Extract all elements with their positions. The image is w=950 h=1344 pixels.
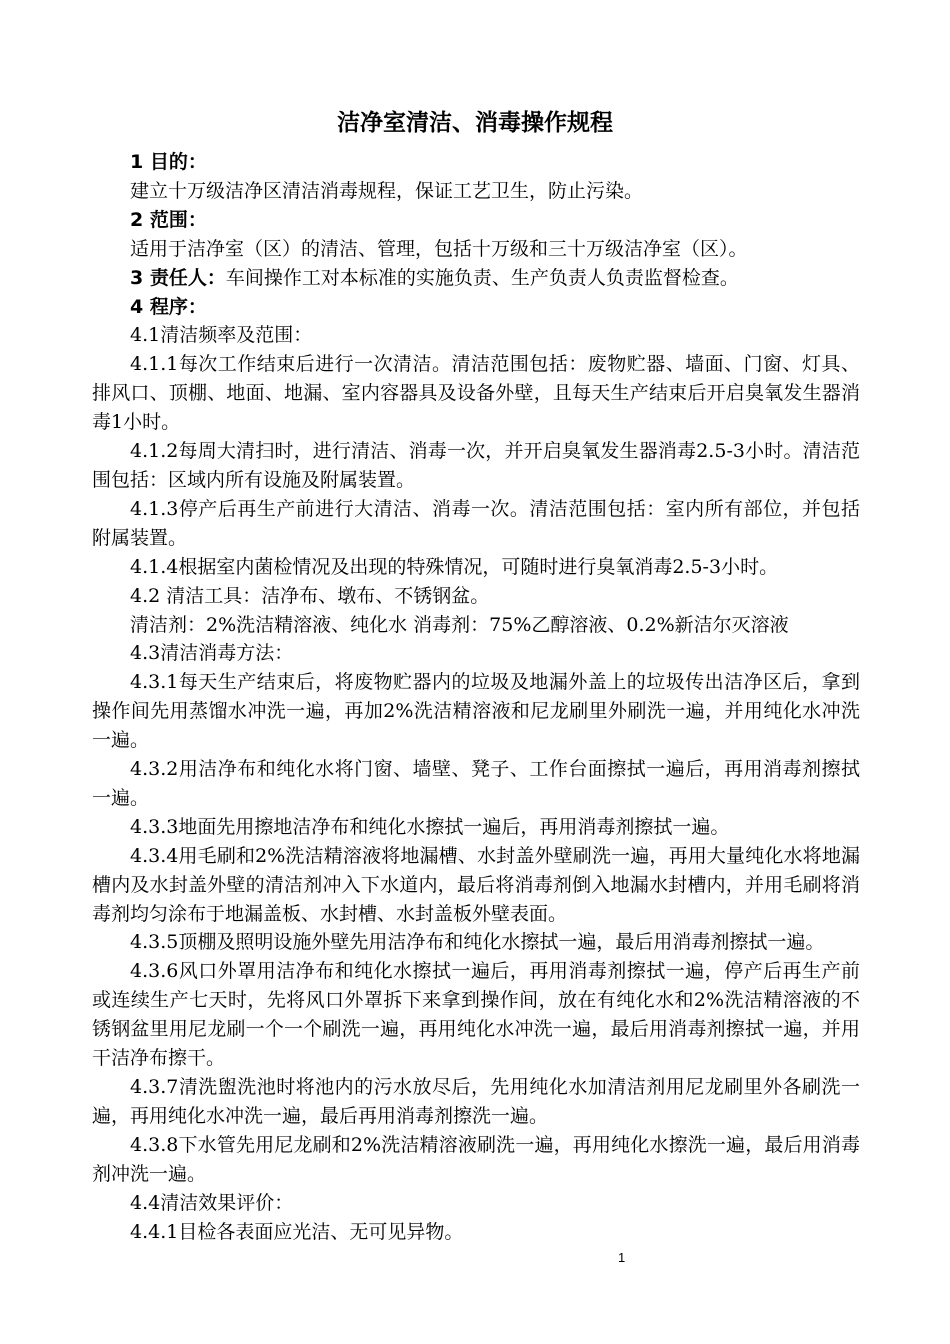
clause-4-1-3: 4.1.3停产后再生产前进行大清洁、消毒一次。清洁范围包括：室内所有部位，并包括附属装置。 — [92, 497, 860, 549]
clause-4-4-1: 4.4.1目检各表面应光洁、无可见异物。 — [130, 1220, 464, 1243]
section-heading-responsibility: 3 责任人： — [130, 266, 226, 289]
clause-4-3-1: 4.3.1每天生产结束后，将废物贮器内的垃圾及地漏外盖上的垃圾传出洁净区后，拿到操作间先用蒸馏水冲洗一遍，再加2%洗洁精溶液和尼龙刷里外刷洗一遍，并用纯化水冲洗一遍。 — [92, 671, 860, 752]
clause-4-1-4: 4.1.4根据室内菌检情况及出现的特殊情况，可随时进行臭氧消毒2.5-3小时。 — [130, 555, 779, 578]
document-title: 洁净室清洁、消毒操作规程 — [337, 110, 613, 136]
page-number: 1 — [618, 1250, 626, 1265]
clause-4-1: 4.1清洁频率及范围： — [130, 324, 313, 347]
responsibility-text: 车间操作工对本标准的实施负责、生产负责人负责监督检查。 — [225, 266, 739, 289]
clause-4-3: 4.3清洁消毒方法： — [130, 642, 294, 665]
clause-4-3-4: 4.3.4用毛刷和2%洗洁精溶液将地漏槽、水封盖外壁刷洗一遍，再用大量纯化水将地漏槽内及水封盖外壁的清洁剂冲入下水道内，最后将消毒剂倒入地漏水封槽内，并用毛刷将消毒剂均匀涂布于地漏盖板、水封槽、水封盖板外壁表面。 — [92, 844, 860, 925]
clause-4-2: 4.2 清洁工具：洁净布、墩布、不锈钢盆。 — [130, 584, 490, 607]
clause-4-2-agents: 清洁剂：2%洗洁精溶液、纯化水 消毒剂：75%乙醇溶液、0.2%新洁尔灭溶液 — [130, 613, 789, 636]
clause-4-3-7: 4.3.7清洗盥洗池时将池内的污水放尽后，先用纯化水加清洁剂用尼龙刷里外各刷洗一遍，再用纯化水冲洗一遍，最后再用消毒剂擦洗一遍。 — [92, 1076, 860, 1127]
clause-4-1-1: 4.1.1每次工作结束后进行一次清洁。清洁范围包括：废物贮器、墙面、门窗、灯具、排风口、顶棚、地面、地漏、室内容器具及设备外壁，且每天生产结束后开启臭氧发生器消毒1小时。 — [92, 353, 860, 434]
document-body — [92, 148, 860, 1246]
section-heading-scope: 2 范围： — [130, 208, 207, 231]
purpose-text: 建立十万级洁净区清洁消毒规程，保证工艺卫生，防止污染。 — [130, 179, 644, 202]
scope-text: 适用于洁净室（区）的清洁、管理，包括十万级和三十万级洁净室（区）。 — [130, 237, 748, 260]
section-responsibility — [92, 264, 860, 293]
clause-4-4: 4.4清洁效果评价： — [130, 1191, 294, 1214]
section-heading-procedure: 4 程序： — [130, 295, 207, 318]
clause-4-3-6: 4.3.6风口外罩用洁净布和纯化水擦拭一遍后，再用消毒剂擦拭一遍，停产后再生产前或连续生产七天时，先将风口外罩拆下来拿到操作间，放在有纯化水和2%洗洁精溶液的不锈钢盆里用尼龙刷一个一个刷洗一遍，再用纯化水冲洗一遍，最后用消毒剂擦拭一遍，并用干洁净布擦干。 — [92, 960, 860, 1070]
clause-4-1-2: 4.1.2每周大清扫时，进行清洁、消毒一次，并开启臭氧发生器消毒2.5-3小时。清洁范围包括：区域内所有设施及附属装置。 — [92, 440, 860, 491]
clause-4-3-2: 4.3.2用洁净布和纯化水将门窗、墙壁、凳子、工作台面擦拭一遍后，再用消毒剂擦拭一遍。 — [92, 758, 860, 809]
clause-4-3-3: 4.3.3地面先用擦地洁净布和纯化水擦拭一遍后，再用消毒剂擦拭一遍。 — [130, 815, 730, 838]
section-heading-purpose: 1 目的： — [130, 151, 207, 173]
clause-4-3-8: 4.3.8下水管先用尼龙刷和2%洗洁精溶液刷洗一遍，再用纯化水擦洗一遍，最后用消毒剂冲洗一遍。 — [92, 1133, 860, 1185]
clause-4-3-5: 4.3.5顶棚及照明设施外壁先用洁净布和纯化水擦拭一遍，最后用消毒剂擦拭一遍。 — [130, 931, 825, 954]
